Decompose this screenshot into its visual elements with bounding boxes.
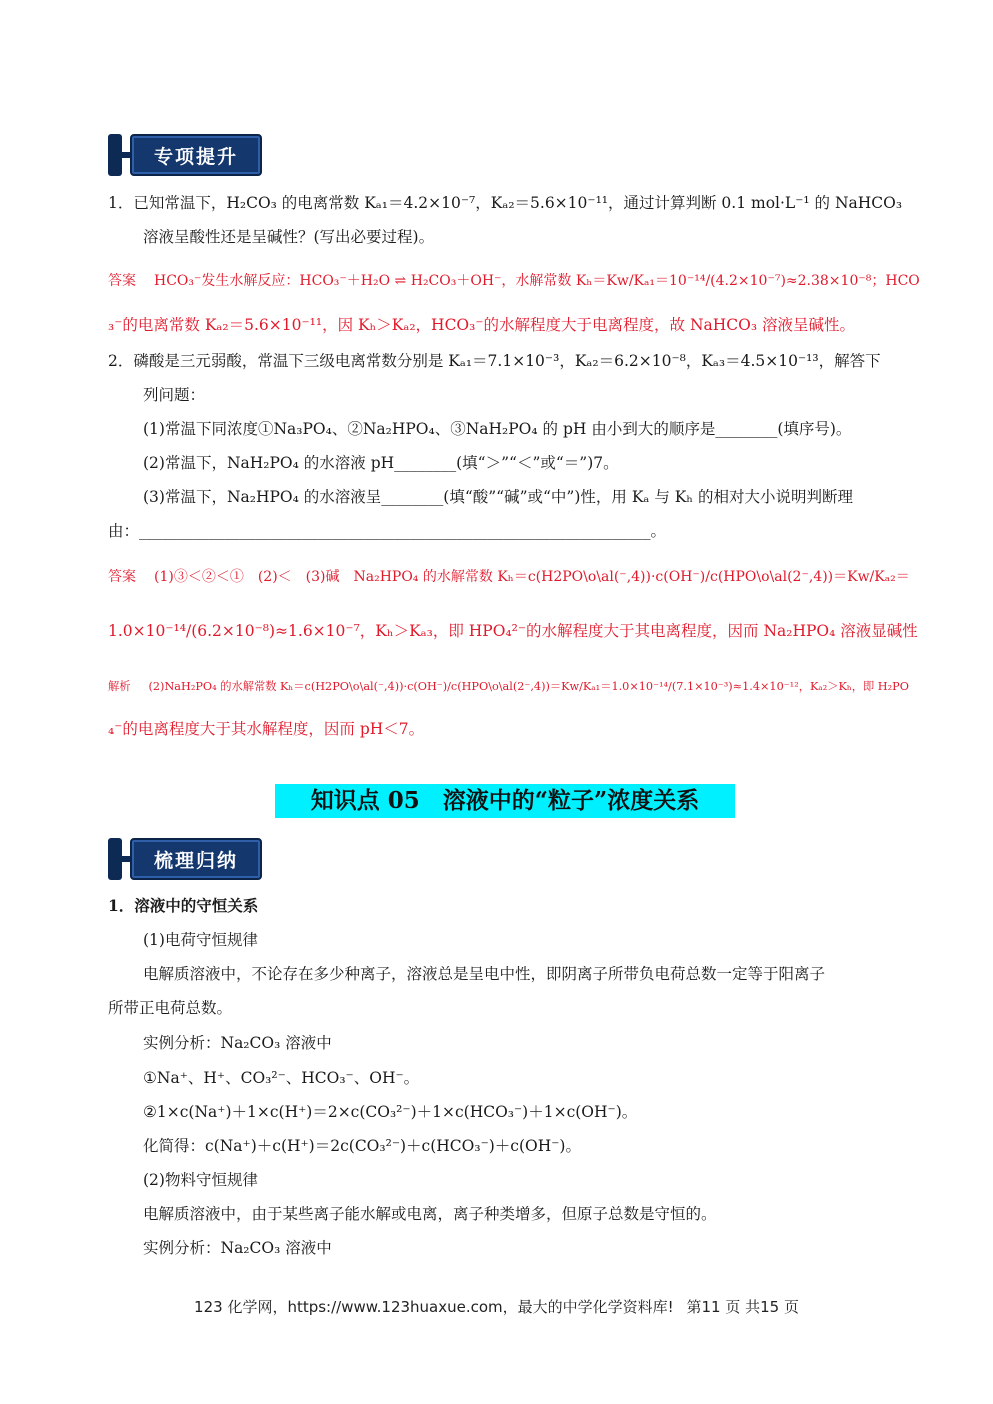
answer-2-text-1: (1)③＜②＜① (2)＜ (3)碱 Na₂HPO₄ 的水解常数 Kₕ＝c(H2PO\o\al(⁻,4))·c(OH⁻)/c(HPO\o\al(2⁻,4))＝Kw/Kₐ₂＝ [154, 569, 910, 585]
banner-label: 专项提升 [130, 134, 262, 176]
question-2-sub-1: (1)常温下同浓度①Na₃PO₄、②Na₂HPO₄、③NaH₂PO₄ 的 pH 由小到大的顺序是________(填序号)。 [143, 420, 852, 438]
question-1-line-1: 1．已知常温下，H₂CO₃ 的电离常数 Kₐ₁＝4.2×10⁻⁷，Kₐ₂＝5.6×10⁻¹¹，通过计算判断 0.1 mol·L⁻¹ 的 NaHCO₃ [108, 194, 903, 212]
answer-1-line-2: ₃⁻的电离常数 Kₐ₂＝5.6×10⁻¹¹，因 Kₕ＞Kₐ₂，HCO₃⁻的水解程度大于电离程度，故 NaHCO₃ 溶液呈碱性。 [108, 316, 855, 334]
footer-site-text: 123 化学网，https://www.123huaxue.com，最大的中学化学资料库! [194, 1298, 674, 1316]
answer-tag: 答案 [108, 273, 136, 289]
body-paragraph-1: (1)电荷守恒规律 [143, 931, 258, 949]
question-2-sub-2: (2)常温下，NaH₂PO₄ 的水溶液 pH________(填“＞”“＜”或“＝”)7。 [143, 454, 619, 472]
body-paragraph-5: ②1×c(Na⁺)＋1×c(H⁺)＝2×c(CO₃²⁻)＋1×c(HCO₃⁻)＋1×c(OH⁻)。 [143, 1103, 638, 1121]
section-banner-summary [108, 838, 262, 880]
analysis-line-1 [108, 676, 909, 698]
analysis-tag: 解析 [108, 680, 131, 693]
answer-2-line-2: 1.0×10⁻¹⁴/(6.2×10⁻⁸)≈1.6×10⁻⁷，Kₕ＞Kₐ₃，即 HPO₄²⁻的水解程度大于其电离程度，因而 Na₂HPO₄ 溶液显碱性 [108, 622, 918, 640]
body-paragraph-6: 化简得：c(Na⁺)＋c(H⁺)＝2c(CO₃²⁻)＋c(HCO₃⁻)＋c(OH⁻)。 [143, 1137, 581, 1155]
answer-1-line-1 [108, 270, 920, 292]
section-title: 知识点 05 溶液中的“粒子”浓度关系 [275, 784, 735, 818]
body-paragraph-8: 电解质溶液中，由于某些离子能水解或电离，离子种类增多，但原子总数是守恒的。 [143, 1205, 717, 1223]
answer-tag: 答案 [108, 569, 136, 585]
banner-label: 梳理归纳 [130, 838, 262, 880]
body-paragraph-2a: 电解质溶液中，不论存在多少种离子，溶液总是呈电中性，即阴离子所带负电荷总数一定等于阳离子 [143, 965, 826, 983]
analysis-line-2: ₄⁻的电离程度大于其水解程度，因而 pH＜7。 [108, 720, 425, 738]
question-2-sub-3b: 由：__________________________________________________________________。 [108, 522, 667, 540]
question-2-line-1: 2．磷酸是三元弱酸，常温下三级电离常数分别是 Kₐ₁＝7.1×10⁻³，Kₐ₂＝6.2×10⁻⁸，Kₐ₃＝4.5×10⁻¹³，解答下 [108, 352, 881, 370]
body-paragraph-7: (2)物料守恒规律 [143, 1171, 258, 1189]
page-footer [0, 1296, 993, 1317]
body-paragraph-2b: 所带正电荷总数。 [108, 999, 233, 1017]
question-2-line-2: 列问题： [143, 386, 206, 404]
question-1-line-2: 溶液呈酸性还是呈碱性？(写出必要过程)。 [143, 228, 435, 246]
answer-1-text-1: HCO₃⁻发生水解反应：HCO₃⁻＋H₂O ⇌ H₂CO₃＋OH⁻，水解常数 Kₕ＝Kw/Kₐ₁＝10⁻¹⁴/(4.2×10⁻⁷)≈2.38×10⁻⁸；HCO [154, 273, 920, 289]
footer-page-number: 第11 页 共15 页 [686, 1298, 799, 1316]
body-paragraph-9: 实例分析：Na₂CO₃ 溶液中 [143, 1239, 332, 1257]
body-paragraph-4: ①Na⁺、H⁺、CO₃²⁻、HCO₃⁻、OH⁻。 [143, 1069, 420, 1087]
body-heading-1: 1．溶液中的守恒关系 [108, 896, 259, 915]
body-paragraph-3: 实例分析：Na₂CO₃ 溶液中 [143, 1034, 332, 1052]
analysis-text-1: (2)NaH₂PO₄ 的水解常数 Kₕ＝c(H2PO\o\al(⁻,4))·c(OH⁻)/c(HPO\o\al(2⁻,4))＝Kw/Kₐ₁＝1.0×10⁻¹⁴/(7.1×10⁻³)≈1.4×10⁻¹²，Kₐ₂＞Kₕ，即 H₂PO [148, 680, 909, 693]
answer-2-line-1 [108, 566, 910, 588]
question-2-sub-3: (3)常温下，Na₂HPO₄ 的水溶液呈________(填“酸”“碱”或“中”)性，用 Kₐ 与 Kₕ 的相对大小说明判断理 [143, 488, 853, 506]
section-banner-special [108, 134, 262, 176]
